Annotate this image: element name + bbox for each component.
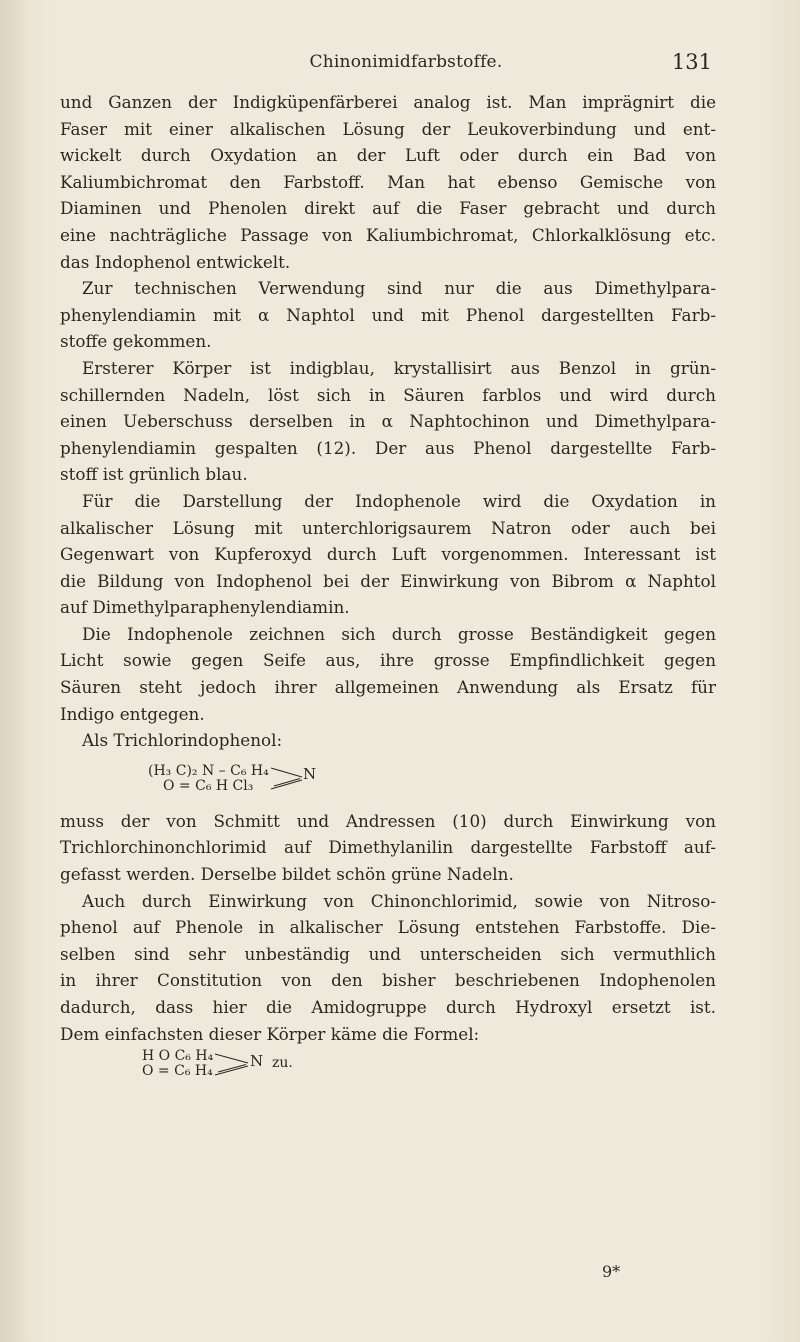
- formula-suffix: zu.: [272, 1055, 293, 1072]
- double-bond-icon: [214, 1050, 250, 1078]
- text-line: phenol auf Phenole in alkalischer Lösung entstehen Farbstoffe. Die-: [60, 917, 716, 938]
- text-line: Indigo entgegen.: [60, 703, 205, 724]
- text-line: Dem einfachsten dieser Körper käme die Formel:: [60, 1023, 480, 1044]
- text-line: das Indophenol entwickelt.: [60, 251, 291, 272]
- formula-bottom-group: O = C₆ H Cl₃: [163, 777, 254, 794]
- text-line: einen Ueberschuss derselben in α Naphtochinon und Dimethylpara-: [60, 411, 716, 432]
- text-line: dadurch, dass hier die Amidogruppe durch Hydroxyl ersetzt ist.: [60, 997, 716, 1017]
- nitrogen-atom: N: [303, 764, 317, 783]
- text-line: Kaliumbichromat den Farbstoff. Man hat ebenso Gemische von: [60, 171, 716, 192]
- text-line: Säuren steht jedoch ihrer allgemeinen Anwendung als Ersatz für: [60, 677, 716, 698]
- signature-mark: 9*: [602, 1262, 621, 1281]
- text-line: Ersterer Körper ist indigblau, krystallisirt aus Benzol in grün-: [82, 357, 716, 378]
- text-line: Die Indophenole zeichnen sich durch grosse Beständigkeit gegen: [82, 623, 716, 644]
- text-line: muss der von Schmitt und Andressen (10) durch Einwirkung von: [60, 810, 716, 831]
- text-line: alkalischer Lösung mit unterchlorigsaurem Natron oder auch bei: [60, 517, 716, 538]
- text-line: gefasst werden. Derselbe bildet schön grüne Nadeln.: [60, 864, 514, 885]
- indophenol-formula: [142, 1047, 716, 1095]
- text-line: Faser mit einer alkalischen Lösung der Leukoverbindung und ent-: [60, 118, 716, 139]
- text-line: schillernden Nadeln, löst sich in Säuren farblos und wird durch: [60, 384, 716, 405]
- text-line: die Bildung von Indophenol bei der Einwirkung von Bibrom α Naphtol: [60, 570, 716, 591]
- double-bond-icon: [270, 764, 304, 792]
- body-text: [60, 89, 716, 1095]
- text-line: Licht sowie gegen Seife aus, ihre grosse Empfindlichkeit gegen: [60, 650, 716, 671]
- text-line: selben sind sehr unbeständig und unterscheiden sich vermuthlich: [60, 943, 716, 964]
- text-line: Auch durch Einwirkung von Chinonchlorimid, sowie von Nitroso-: [82, 890, 716, 911]
- formula-top-group: (H₃ C)₂ N – C₆ H₄: [148, 762, 269, 779]
- nitrogen-atom: N: [250, 1052, 264, 1071]
- formula-bottom-group: O = C₆ H₄: [142, 1063, 213, 1080]
- text-line: eine nachträgliche Passage von Kaliumbichromat, Chlorkalklösung etc.: [60, 224, 716, 245]
- text-line: Gegenwart von Kupferoxyd durch Luft vorgenommen. Interessant ist: [60, 544, 716, 565]
- page-header: [100, 50, 712, 80]
- trichlorindophenol-formula: [148, 754, 716, 808]
- text-line: stoff ist grünlich blau.: [60, 464, 248, 485]
- formula-top-group: H O C₆ H₄: [142, 1048, 214, 1065]
- text-line: Als Trichlorindophenol:: [82, 730, 283, 751]
- page-number: 131: [671, 50, 712, 74]
- text-line: in ihrer Constitution von den bisher beschriebenen Indophenolen: [60, 970, 716, 991]
- running-title: Chinonimidfarbstoffe.: [309, 52, 503, 72]
- text-line: wickelt durch Oxydation an der Luft oder durch ein Bad von: [60, 145, 716, 166]
- text-line: Zur technischen Verwendung sind nur die aus Dimethylpara-: [82, 278, 716, 299]
- text-line: phenylendiamin mit α Naphtol und mit Phenol dargestellten Farb-: [60, 304, 716, 325]
- text-line: phenylendiamin gespalten (12). Der aus Phenol dargestellte Farb-: [60, 437, 716, 458]
- text-line: Für die Darstellung der Indophenole wird die Oxydation in: [82, 490, 716, 511]
- text-line: Trichlorchinonchlorimid auf Dimethylanilin dargestellte Farbstoff auf-: [60, 837, 716, 858]
- text-line: stoffe gekommen.: [60, 331, 212, 352]
- text-line: und Ganzen der Indigküpenfärberei analog ist. Man imprägnirt die: [60, 92, 716, 112]
- text-line: auf Dimethylparaphenylendiamin.: [60, 597, 350, 618]
- text-line: Diaminen und Phenolen direkt auf die Faser gebracht und durch: [60, 198, 716, 219]
